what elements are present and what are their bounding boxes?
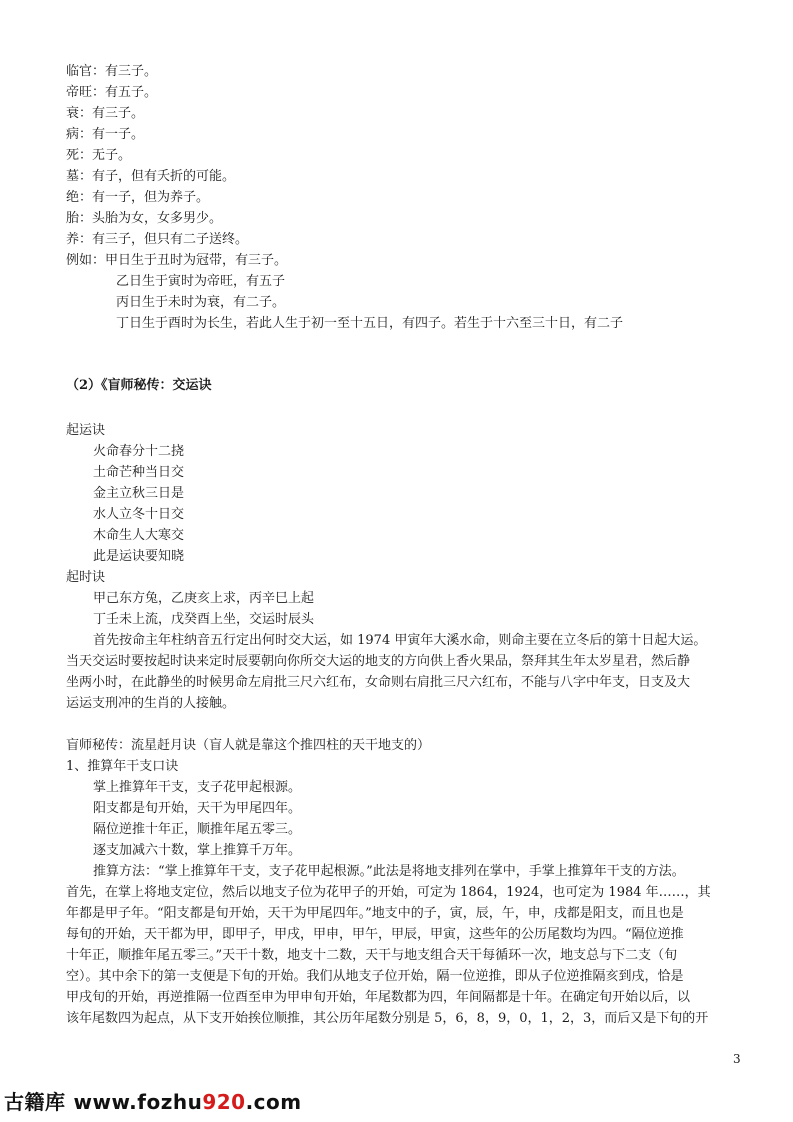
verse-line: 掌上推算年干支，支子花甲起根源。 [93, 780, 302, 795]
verse-line: 火命春分十二挠 [93, 444, 185, 459]
section-title: （2）《盲师秘传：交运诀 [66, 378, 212, 393]
subsection-heading: 1、推算年干支口诀 [66, 759, 179, 774]
example-line: 乙日生于寅时为帝旺，有五子 [116, 274, 286, 289]
text-line: 死：无子。 [66, 148, 132, 163]
paragraph-line: 十年正，顺推年尾五零三。”天干十数，地支十二数，天干与地支组合天干每循环一次，地支总与下二支（旬 [66, 948, 678, 963]
text-line: 衰：有三子。 [66, 106, 145, 121]
paragraph-line: 该年尾数四为起点，从下支开始挨位顺推，其公历年尾数分别是 5，6，8，9，0，1，2，3，而后又是下旬的开 [66, 1011, 709, 1026]
brand-name: 古籍库 [4, 1090, 66, 1114]
site-url-prefix: www.fozhu [73, 1090, 203, 1114]
text-line: 养：有三子，但只有二子送终。 [66, 232, 249, 247]
verse-line: 隔位逆推十年正，顺推年尾五零三。 [93, 822, 302, 837]
subsection-heading: 盲师秘传：流星赶月诀（盲人就是靠这个推四柱的天干地支的） [66, 738, 431, 753]
site-url [74, 1090, 302, 1114]
verse-line: 丁壬未上流，戊癸酉上坐，交运时辰头 [93, 612, 315, 627]
verse-line: 木命生人大寒交 [93, 528, 185, 543]
paragraph-line: 首先按命主年柱纳音五行定出何时交大运，如 1974 甲寅年大溪水命，则命主要在立冬后的第十日起大运。 [93, 633, 707, 648]
paragraph-line: 坐两小时，在此静坐的时候男命左肩批三尺六红布，女命则右肩批三尺六红布，不能与八字中年支，日支及大 [66, 675, 691, 690]
text-line: 绝：有一子，但为养子。 [66, 190, 210, 205]
text-line: 例如：甲日生于丑时为冠带，有三子。 [66, 253, 288, 268]
text-line: 墓：有子，但有夭折的可能。 [66, 169, 236, 184]
paragraph-line: 每旬的开始，天干都为甲，即甲子，甲戌，甲申，甲午，甲辰，甲寅，这些年的公历尾数均为四。“隔位逆推 [66, 927, 684, 942]
text-line: 临官：有三子。 [66, 64, 158, 79]
verse-line: 阳支都是旬开始，天干为甲尾四年。 [93, 801, 302, 816]
text-line: 病：有一子。 [66, 127, 145, 142]
footer-watermark [4, 1086, 302, 1115]
verse-line: 此是运诀要知晓 [93, 549, 185, 564]
example-line: 丁日生于酉时为长生，若此人生于初一至十五日，有四子。若生于十六至三十日，有二子 [116, 316, 624, 331]
paragraph-line: 年都是甲子年。“阳支都是旬开始，天干为甲尾四年。”地支中的子，寅，辰，午，申，戌都是阳支，而且也是 [66, 906, 684, 921]
text-line: 帝旺：有五子。 [66, 85, 158, 100]
paragraph-line: 当天交运时要按起时诀来定时辰要朝向你所交大运的地支的方向供上香火果品，祭拜其生年太岁星君，然后静 [66, 654, 691, 669]
site-url-number: 920 [202, 1090, 246, 1114]
paragraph-line: 空）。其中余下的第一支便是下旬的开始。我们从地支子位开始，隔一位逆推，即从子位逆推隔亥到戌，恰是 [66, 969, 684, 984]
paragraph-line: 甲戌旬的开始，再逆推隔一位酉至申为甲申旬开始，年尾数都为四，年间隔都是十年。在确定旬开始以后，以 [66, 990, 691, 1005]
verse-line: 水人立冬十日交 [93, 507, 185, 522]
verse-line: 甲己东方兔，乙庚亥上求，丙辛巳上起 [93, 591, 315, 606]
verse-line: 金主立秋三日是 [93, 486, 185, 501]
subsection-heading: 起时诀 [66, 570, 106, 585]
paragraph-line: 运运支刑冲的生肖的人接触。 [66, 696, 236, 711]
paragraph-line: 首先，在掌上将地支定位，然后以地支子位为花甲子的开始，可定为 1864，1924，也可定为 1984 年……，其 [66, 885, 711, 900]
verse-line: 逐支加减六十数，掌上推算千万年。 [93, 843, 302, 858]
text-line: 胎：头胎为女，女多男少。 [66, 211, 223, 226]
site-url-suffix: .com [245, 1090, 302, 1114]
example-line: 丙日生于未时为衰，有二子。 [116, 295, 286, 310]
paragraph-line: 推算方法：“掌上推算年干支，支子花甲起根源。”此法是将地支排列在掌中，手掌上推算年干支的方法。 [93, 864, 685, 879]
verse-line: 土命芒种当日交 [93, 465, 185, 480]
subsection-heading: 起运诀 [66, 423, 106, 438]
page-number: 3 [733, 1052, 741, 1066]
